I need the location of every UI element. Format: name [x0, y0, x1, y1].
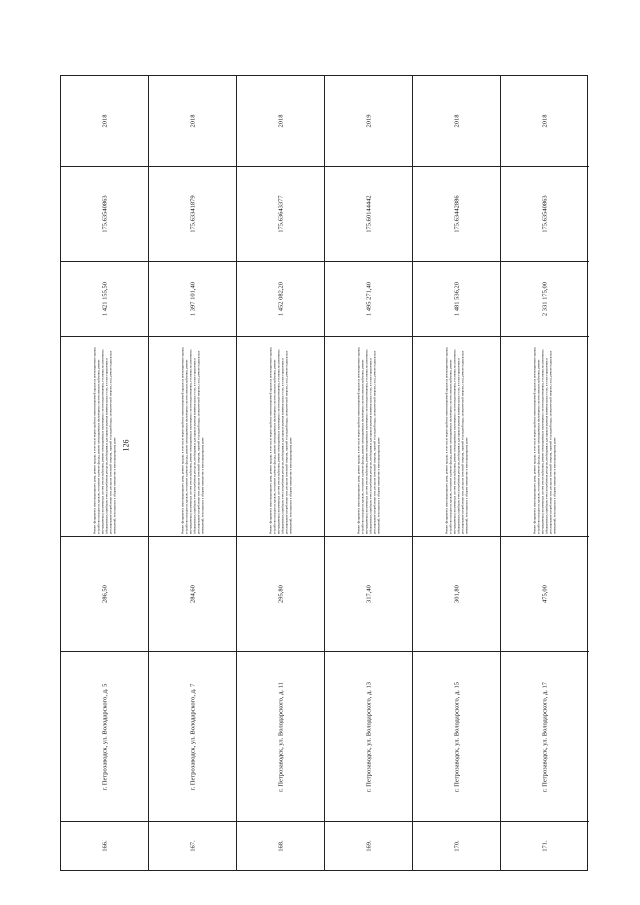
cell-cadastral-text: 175.63643377	[277, 195, 284, 233]
table-row	[501, 76, 589, 870]
cell-cost-text: 1 481 536,20	[453, 281, 460, 317]
cell-area	[237, 536, 324, 651]
cell-cadastral-text: 175.63540863	[541, 195, 549, 233]
cell-year	[413, 76, 500, 166]
cell-cost	[61, 261, 148, 336]
cell-year-text: 2018	[541, 114, 549, 128]
cell-address-text: г. Петрозаводск, ул. Володарского, д. 17	[541, 681, 549, 792]
cell-works	[237, 336, 324, 536]
cell-works-text: Ремонт фундамента многоквартирного дома, ремонт крыши, в том числе переустройство невентилируемой крыши на вентилируемую крышу, устройство выходов на кровлю, утепление и ремонт фасада, ремонт внутридомовых инженерных систем электроснабжения, ремонт внутридомовых инженерных систем теплоснабжения, ремонт внутридомовых инженерных систем водоотведения, установка коллективных (общедомовых) приборов учета потребления ресурсов, необходимых для предоставления коммунальных услуг, и узлов управления и регулирования потребления этих ресурсов (тепловой энергии, горячей и холодной воды, электрической энергии, газа), ремонт подвальных помещений, относящихся к общему имуществу в многоквартирном доме	[532, 346, 556, 534]
cell-year-text: 2018	[101, 114, 108, 128]
cell-cadastral	[413, 166, 500, 261]
cell-address	[325, 651, 412, 821]
cell-cost	[501, 261, 589, 336]
cell-address-text: г. Петрозаводск, ул. Володарского, д. 15	[453, 681, 460, 792]
cell-num-text: 167.	[189, 840, 196, 852]
cell-year-text: 2019	[365, 114, 372, 128]
cell-num	[149, 821, 236, 870]
cell-cadastral-text: 175.63442886	[453, 195, 460, 233]
cell-works-text: Ремонт фундамента многоквартирного дома, ремонт крыши, в том числе переустройство невентилируемой крыши на вентилируемую крышу, устройство выходов на кровлю, утепление и ремонт фасада, ремонт внутридомовых инженерных систем электроснабжения, ремонт внутридомовых инженерных систем теплоснабжения, ремонт внутридомовых инженерных систем водоотведения, установка коллективных (общедомовых) приборов учета потребления ресурсов, необходимых для предоставления коммунальных услуг, и узлов управления и регулирования потребления этих ресурсов (тепловой энергии, горячей и холодной воды, электрической энергии, газа), ремонт подвальных помещений, относящихся к общему имуществу в многоквартирном доме	[355, 346, 380, 534]
cell-area	[325, 536, 412, 651]
cell-cost-text: 1 421 155,50	[101, 281, 108, 317]
cell-works	[413, 336, 500, 536]
cell-cost	[149, 261, 236, 336]
cell-address-text: г. Петрозаводск, ул. Володарского, д. 13	[365, 681, 372, 792]
cell-num-text: 168.	[277, 840, 284, 852]
cell-cost	[237, 261, 324, 336]
cell-works-text: Ремонт фундамента многоквартирного дома, ремонт крыши, в том числе переустройство невентилируемой крыши на вентилируемую крышу, устройство выходов на кровлю, утепление и ремонт фасада, ремонт внутридомовых инженерных систем электроснабжения, ремонт внутридомовых инженерных систем теплоснабжения, ремонт внутридомовых инженерных систем водоотведения, установка коллективных (общедомовых) приборов учета потребления ресурсов, необходимых для предоставления коммунальных услуг, и узлов управления и регулирования потребления этих ресурсов (тепловой энергии, горячей и холодной воды, электрической энергии, газа), ремонт подвальных помещений, относящихся к общему имуществу в многоквартирном доме	[91, 346, 116, 534]
cell-year	[237, 76, 324, 166]
cell-cost	[325, 261, 412, 336]
cell-works-text: Ремонт фундамента многоквартирного дома, ремонт крыши, в том числе переустройство невентилируемой крыши на вентилируемую крышу, устройство выходов на кровлю, утепление и ремонт фасада, ремонт внутридомовых инженерных систем электроснабжения, ремонт внутридомовых инженерных систем теплоснабжения, ремонт внутридомовых инженерных систем водоотведения, установка коллективных (общедомовых) приборов учета потребления ресурсов, необходимых для предоставления коммунальных услуг, и узлов управления и регулирования потребления этих ресурсов (тепловой энергии, горячей и холодной воды, электрической энергии, газа), ремонт подвальных помещений, относящихся к общему имуществу в многоквартирном доме	[443, 346, 468, 534]
cell-works-text: Ремонт фундамента многоквартирного дома, ремонт крыши, в том числе переустройство невентилируемой крыши на вентилируемую крышу, устройство выходов на кровлю, утепление и ремонт фасада, ремонт внутридомовых инженерных систем электроснабжения, ремонт внутридомовых инженерных систем теплоснабжения, ремонт внутридомовых инженерных систем водоотведения, установка коллективных (общедомовых) приборов учета потребления ресурсов, необходимых для предоставления коммунальных услуг, и узлов управления и регулирования потребления этих ресурсов (тепловой энергии, горячей и холодной воды, электрической энергии, газа), ремонт подвальных помещений, относящихся к общему имуществу в многоквартирном доме	[267, 346, 292, 534]
cell-cadastral	[501, 166, 589, 261]
cell-cadastral	[149, 166, 236, 261]
table-row	[61, 76, 149, 870]
cell-cost-text: 1 495 271,40	[365, 281, 372, 317]
cell-cost-text: 1 397 101,40	[189, 281, 196, 317]
cell-address-text: г. Петрозаводск, ул. Володарского, д. 5	[101, 683, 108, 790]
table-row	[325, 76, 413, 870]
cell-area-text: 295,80	[277, 585, 284, 603]
cell-num	[501, 821, 589, 870]
cell-address	[501, 651, 589, 821]
cell-area-text: 301,80	[453, 585, 460, 603]
cell-year	[325, 76, 412, 166]
cell-address-text: г. Петрозаводск, ул. Володарского, д. 7	[189, 683, 196, 790]
cell-num-text: 171.	[541, 840, 549, 852]
works-table	[60, 75, 588, 871]
cell-cost	[413, 261, 500, 336]
cell-works	[149, 336, 236, 536]
cell-area-text: 317,40	[365, 585, 372, 603]
cell-cadastral	[237, 166, 324, 261]
cell-num-text: 169.	[365, 840, 372, 852]
cell-works	[325, 336, 412, 536]
cell-num	[413, 821, 500, 870]
cell-year-text: 2018	[189, 114, 196, 128]
cell-year-text: 2018	[277, 114, 284, 128]
cell-year-text: 2018	[453, 114, 460, 128]
cell-year	[149, 76, 236, 166]
cell-address-text: г. Петрозаводск, ул. Володарского, д. 11	[277, 681, 284, 792]
cell-num	[325, 821, 412, 870]
cell-cadastral	[61, 166, 148, 261]
cell-num	[237, 821, 324, 870]
table-row	[237, 76, 325, 870]
cell-year	[501, 76, 589, 166]
cell-works	[501, 336, 589, 536]
cell-num-text: 170.	[453, 840, 460, 852]
cell-area	[61, 536, 148, 651]
cell-address	[61, 651, 148, 821]
cell-area-text: 284,60	[189, 585, 196, 603]
cell-address	[413, 651, 500, 821]
page-number: 126	[121, 439, 131, 452]
cell-num-text: 166.	[101, 840, 108, 852]
table-row	[149, 76, 237, 870]
cell-num	[61, 821, 148, 870]
cell-year	[61, 76, 148, 166]
cell-area-text: 286,50	[101, 585, 108, 603]
cell-address	[149, 651, 236, 821]
cell-cadastral-text: 175.60144442	[365, 195, 372, 233]
table-row	[413, 76, 501, 870]
cell-works	[61, 336, 148, 536]
cell-address	[237, 651, 324, 821]
cell-works-text: Ремонт фундамента многоквартирного дома, ремонт крыши, в том числе переустройство невентилируемой крыши на вентилируемую крышу, устройство выходов на кровлю, утепление и ремонт фасада, ремонт внутридомовых инженерных систем электроснабжения, ремонт внутридомовых инженерных систем теплоснабжения, ремонт внутридомовых инженерных систем водоотведения, установка коллективных (общедомовых) приборов учета потребления ресурсов, необходимых для предоставления коммунальных услуг, и узлов управления и регулирования потребления этих ресурсов (тепловой энергии, горячей и холодной воды, электрической энергии, газа), ремонт подвальных помещений, относящихся к общему имуществу в многоквартирном доме	[179, 346, 204, 534]
cell-cadastral	[325, 166, 412, 261]
cell-cost-text: 1 452 082,20	[277, 281, 284, 317]
cell-area	[501, 536, 589, 651]
cell-area-text: 475,00	[541, 585, 549, 603]
cell-area	[413, 536, 500, 651]
cell-cadastral-text: 175.63540863	[101, 195, 108, 233]
cell-area	[149, 536, 236, 651]
cell-cost-text: 2 331 175,00	[541, 281, 549, 317]
cell-cadastral-text: 175.63341879	[189, 195, 196, 233]
